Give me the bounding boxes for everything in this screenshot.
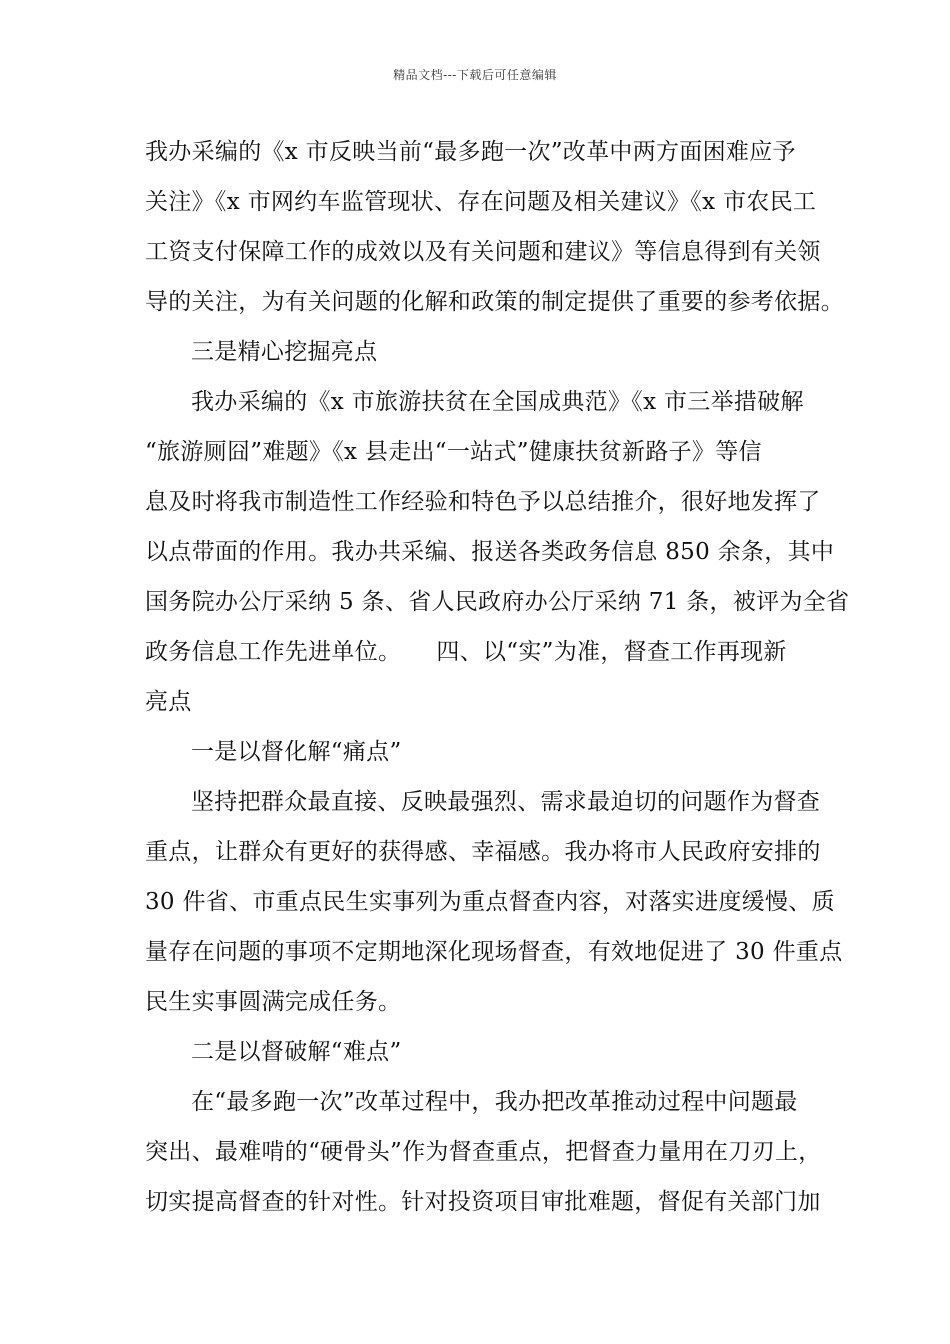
text-line: 坚持把群众最直接、反映最强烈、需求最迫切的问题作为督查: [191, 789, 821, 815]
text-line: 导的关注，为有关问题的化解和政策的制定提供了重要的参考依据。: [145, 289, 844, 315]
text-line: 重点，让群众有更好的获得感、幸福感。我办将市人民政府安排的: [145, 839, 821, 865]
text-line: 工资支付保障工作的成效以及有关问题和建议》等信息得到有关领: [145, 239, 821, 265]
text-line: 亮点: [145, 689, 192, 715]
text-line: 民生实事圆满完成任务。: [145, 989, 402, 1015]
text-line: 突出、最难啃的“硬骨头”作为督查重点，把督查力量用在刀刃上，: [145, 1139, 822, 1165]
text-line: 切实提高督查的针对性。针对投资项目审批难题，督促有关部门加: [145, 1189, 821, 1215]
text-line: 在“最多跑一次”改革过程中，我办把改革推动过程中问题最: [191, 1089, 798, 1115]
text-line: 我办采编的《x 市反映当前“最多跑一次”改革中两方面困难应予: [145, 139, 796, 165]
document-body: [145, 134, 850, 1234]
section-heading: 一是以督化解“痛点”: [191, 739, 402, 765]
text-line: 以点带面的作用。我办共采编、报送各类政务信息 850 余条，其中: [145, 539, 835, 565]
section-heading: 二是以督破解“难点”: [191, 1039, 402, 1065]
text-line: 政务信息工作先进单位。 四、以“实”为准，督查工作再现新: [145, 639, 787, 665]
text-line: 国务院办公厅采纳 5 条、省人民政府办公厅采纳 71 条，被评为全省: [145, 589, 850, 615]
page-header: 精品文档---下载后可任意编辑: [393, 68, 557, 82]
text-line: 我办采编的《x 市旅游扶贫在全国成典范》《x 市三举措破解: [191, 389, 804, 415]
text-line: 关注》《x 市网约车监管现状、存在问题及相关建议》《x 市农民工: [145, 189, 817, 215]
text-line: “旅游厕囧”难题》《x 县走出“一站式”健康扶贫新路子》等信: [145, 439, 762, 465]
text-line: 息及时将我市制造性工作经验和特色予以总结推介，很好地发挥了: [145, 489, 821, 515]
section-heading: 三是精心挖掘亮点: [191, 339, 378, 365]
text-line: 量存在问题的事项不定期地深化现场督查，有效地促进了 30 件重点: [145, 939, 843, 965]
text-line: 30 件省、市重点民生实事列为重点督查内容，对落实进度缓慢、质: [145, 889, 835, 915]
